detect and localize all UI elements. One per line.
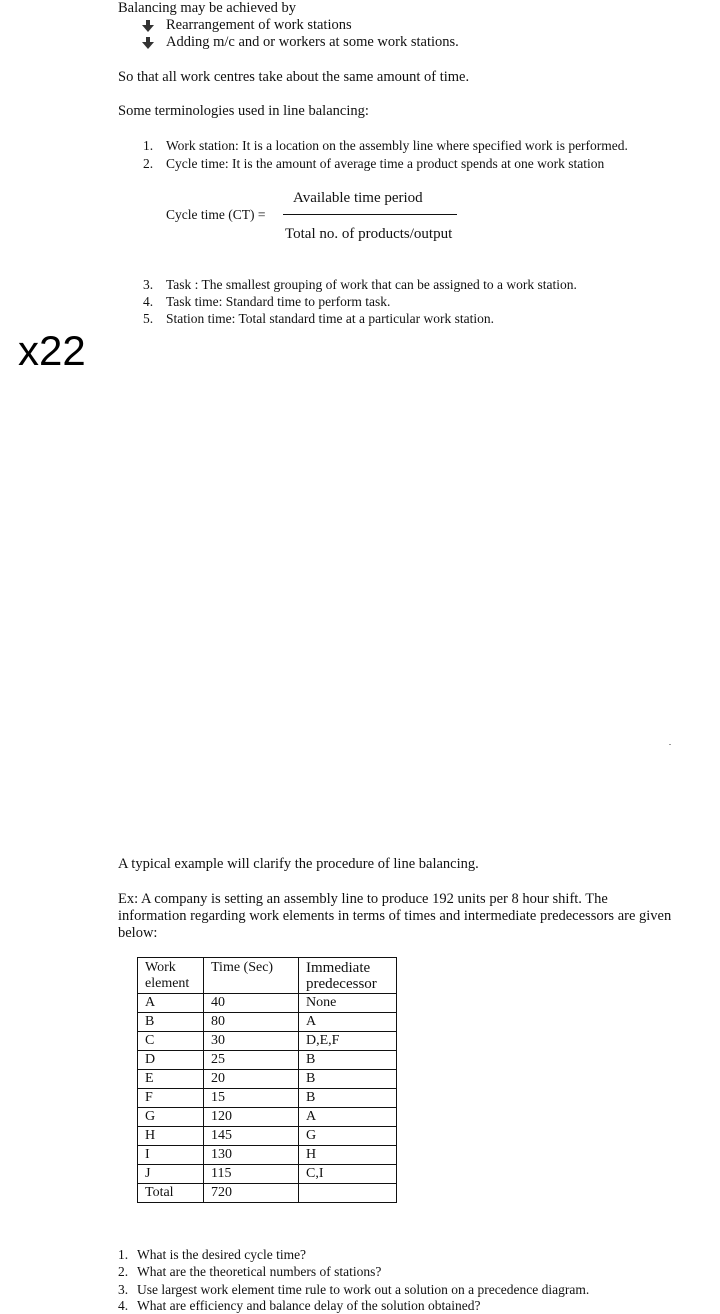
cell-element: D [138,1051,204,1070]
bullet-item-1: Rearrangement of work stations [166,17,352,33]
header-predecessor [299,958,397,994]
work-element-table [137,957,397,1203]
cell-predecessor: B [299,1070,397,1089]
cell-predecessor: H [299,1146,397,1165]
problem-line: information regarding work elements in terms of times and intermediate predecessors are given [118,908,672,924]
cell-predecessor: B [299,1089,397,1108]
table-row [138,1146,397,1165]
cell-predecessor: None [299,994,397,1013]
cell-element: I [138,1146,204,1165]
cell-time: 25 [204,1051,299,1070]
stray-mark [669,744,671,745]
table-row [138,994,397,1013]
cell-time: 115 [204,1165,299,1184]
term-number: 4. [143,294,154,309]
balancing-heading: Balancing may be achieved by [118,0,296,16]
cell-time: 15 [204,1089,299,1108]
cell-total-label: Total [138,1184,204,1203]
table-total-row [138,1184,397,1203]
table-row [138,1127,397,1146]
table-row [138,1165,397,1184]
question-number: 4. [118,1298,129,1313]
term-text: Task time: Standard time to perform task. [166,294,391,309]
header-work-element [138,958,204,994]
cell-predecessor: B [299,1051,397,1070]
term-number: 2. [143,156,154,171]
header-time [204,958,299,994]
cell-predecessor: G [299,1127,397,1146]
fraction-bar [283,214,457,215]
header-text: Time (Sec) [211,960,274,975]
term-text: Station time: Total standard time at a particular work station. [166,311,494,326]
terminologies-heading: Some terminologies used in line balancing: [118,103,369,119]
question-text: What is the desired cycle time? [137,1247,307,1262]
term-number: 3. [143,277,154,292]
table-header-row [138,958,397,994]
cell-time: 80 [204,1013,299,1032]
down-arrow-bullet-icon [141,19,155,33]
table-row [138,1070,397,1089]
cell-empty [299,1184,397,1203]
formula-denominator: Total no. of products/output [285,226,453,242]
header-text: predecessor [306,976,377,992]
cell-time: 145 [204,1127,299,1146]
cell-element: J [138,1165,204,1184]
cell-time: 30 [204,1032,299,1051]
cell-predecessor: C,I [299,1165,397,1184]
header-text: Work [145,960,176,975]
question-number: 3. [118,1282,129,1297]
cell-element: B [138,1013,204,1032]
cell-time: 130 [204,1146,299,1165]
cell-predecessor: A [299,1108,397,1127]
cell-time: 120 [204,1108,299,1127]
cell-time: 20 [204,1070,299,1089]
header-text: element [145,976,190,991]
cell-total-value: 720 [204,1184,299,1203]
question-text: Use largest work element time rule to work out a solution on a precedence diagram. [137,1282,590,1297]
table-row [138,1013,397,1032]
table-row [138,1108,397,1127]
term-text: Work station: It is a location on the assembly line where specified work is performed. [166,138,628,153]
question-number: 2. [118,1264,129,1279]
example-intro: A typical example will clarify the procedure of line balancing. [118,856,479,872]
cell-predecessor: D,E,F [299,1032,397,1051]
table-row [138,1089,397,1108]
cell-element: E [138,1070,204,1089]
question-text: What are the theoretical numbers of stations? [137,1264,382,1279]
term-number: 5. [143,311,154,326]
header-text: Immediate [306,960,371,976]
cell-time: 40 [204,994,299,1013]
table-row [138,1051,397,1070]
problem-line: Ex: A company is setting an assembly line to produce 192 units per 8 hour shift. The [118,891,608,907]
cell-element: A [138,994,204,1013]
question-text: What are efficiency and balance delay of the solution obtained? [137,1298,481,1313]
so-that-text: So that all work centres take about the same amount of time. [118,69,470,85]
term-number: 1. [143,138,154,153]
cell-element: H [138,1127,204,1146]
question-number: 1. [118,1247,129,1262]
problem-line: below: [118,925,158,941]
formula-numerator: Available time period [293,190,423,206]
table-row [138,1032,397,1051]
term-text: Cycle time: It is the amount of average time a product spends at one work station [166,156,605,171]
cell-element: C [138,1032,204,1051]
term-text: Task : The smallest grouping of work that can be assigned to a work station. [166,277,577,292]
cell-predecessor: A [299,1013,397,1032]
bullet-item-2: Adding m/c and or workers at some work stations. [166,34,459,50]
page-label: x22 [18,327,86,374]
down-arrow-bullet-icon [141,36,155,50]
cell-element: G [138,1108,204,1127]
formula-lhs: Cycle time (CT) = [166,207,266,222]
cell-element: F [138,1089,204,1108]
